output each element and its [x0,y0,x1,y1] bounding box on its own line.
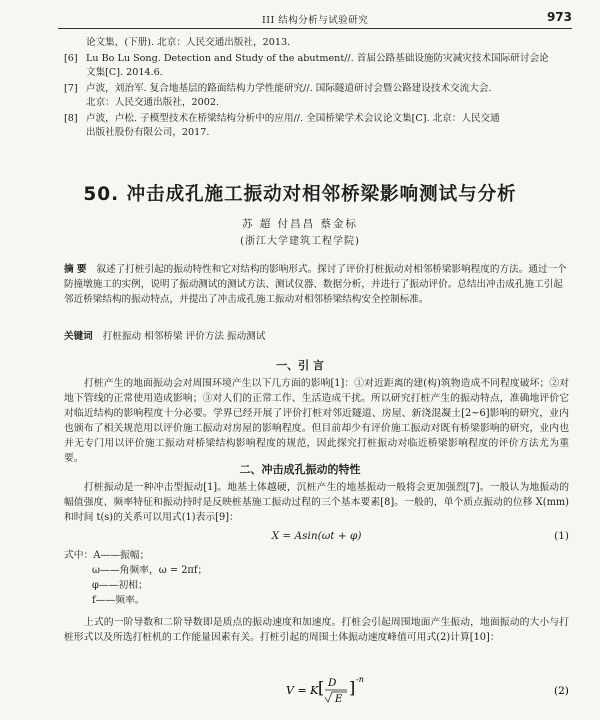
reference-text: Lu Bo Lu Song. Detection and Study of the abutment//. 首届公路基础设施防灾减灾技术国际研讨会论 [86,53,549,64]
equation-1 [64,530,569,546]
reference-item [64,112,569,140]
reference-continuation: 出版社股份有限公司，2017. [86,127,210,138]
section-heading-introduction: 一、引 言 [276,359,324,372]
page-header [0,8,600,30]
definition-item: φ——初相； [92,580,148,591]
article-authors: 苏 超 付昌昌 蔡金标 [241,218,358,230]
reference-item [64,52,569,80]
eq2-denominator: E [335,694,343,705]
keywords-label: 关键词 [64,331,93,342]
equation-1-expression: X = Asin(ωt + φ) [271,530,362,542]
reference-text: 卢波，卢松. 子模型技术在桥梁结构分析中的应用//. 全国桥梁学术会议论文集[C]. 北京：人民交通 [86,113,500,124]
symbol-definitions [64,548,569,608]
derivative-paragraph: 上式的一阶导数和二阶导数即是质点的振动速度和加速度。打桩会引起周围地面产生振动，地面振动的大小与打桩形式以及所选打桩机的工作能量因素有关。打桩引起的周围土体振动速度峰值可用式(2)计算[10]： [64,617,569,643]
characteristics-paragraph: 打桩振动是一种冲击型振动[1]。地基土体越硬，沉桩产生的地基振动一般将会更加强烈[7]。一般认为地振动的幅值强度、频率特征和振动持时是反映桩基施工振动过程的三个基本要素[8]。一般的，单个质点振动的位移 X(mm)和时间 t(s)的关系可以用式(1)表示[9]： [64,482,569,523]
equation-1-number: (1) [554,530,569,542]
abstract-text: 叙述了打桩引起的振动特性和它对结构的影响形式。探讨了评价打桩振动对相邻桥梁影响程度的方法。通过一个防撞墩施工的实例，说明了振动测试的测试方法、测试仪器、数据分析，并进行了振动评价。总结出冲击成孔施工引起邻近桥梁结构的振动特点，并提出了冲击成孔施工振动对相邻桥梁结构安全控制标准。 [64,264,567,305]
reference-number: [8] [64,113,78,124]
introduction-paragraph: 打桩产生的地面振动会对周围环境产生以下几方面的影响[1]：①对近距离的建(构)筑物造成不同程度破坏；②对地下管线的正常使用造成影响；③对人们的正常工作、生活造成干扰。所以研究打桩产生的振动特点，准确地评价它对临近结构的影响程度十分必要。学界已经开展了评价打桩对邻近隧道、房屋、新浇混凝土[2~6]影响的研究，业内也颁布了相关规范用以评价施工振动对房屋的影响程度。但目前却少有评价施工振动对既有桥梁影响的研究，业内也并无专门用以评价施工振动对桥梁结构影响程度的规范，因此探究打桩振动对临近桥梁影响程度的评价方法尤为重要。 [64,378,569,464]
running-section-title: III 结构分析与试验研究 [262,15,369,26]
keywords-text: 打桩振动 相邻桥梁 评价方法 振动测试 [102,331,266,342]
section-heading-characteristics: 二、冲击成孔振动的特性 [239,463,361,476]
eq2-numerator: D [328,677,337,689]
reference-number: [6] [64,53,78,64]
reference-continuation: 文集[C]. 2014.6. [86,67,163,78]
equation-2 [64,672,569,706]
page-number: 973 [546,10,572,24]
keywords [64,328,569,342]
reference-continuation: 北京：人民交通出版社，2002. [86,97,219,108]
reference-item [64,36,569,50]
eq2-right-bracket: ] [349,678,356,697]
eq2-left-bracket: [ [318,678,325,697]
reference-number: [7] [64,83,78,94]
reference-text: 论文集，(下册). 北京：人民交通出版社，2013. [86,37,291,48]
reference-list [64,36,569,142]
article-affiliation: (浙江大学建筑工程学院) [240,236,360,247]
eq2-lhs: V = K [286,684,319,697]
equation-2-formula [64,672,569,706]
reference-item [64,82,569,110]
reference-text: 卢波，刘治军. 复合地基层的路面结构力学性能研究//. 国际隧道研讨会暨公路建设技术交流大会. [86,83,492,94]
eq2-exponent: -n [356,675,364,684]
definition-item: f——频率。 [92,595,145,606]
abstract-label: 摘 要 [64,264,87,275]
article-title: 50. 冲击成孔施工振动对相邻桥梁影响测试与分析 [83,184,517,205]
abstract [64,262,569,307]
definition-intro: 式中：A——振幅； [64,550,150,561]
definition-item: ω——角频率，ω = 2πf； [92,565,208,576]
header-rule [58,28,572,29]
equation-2-number: (2) [554,685,569,697]
